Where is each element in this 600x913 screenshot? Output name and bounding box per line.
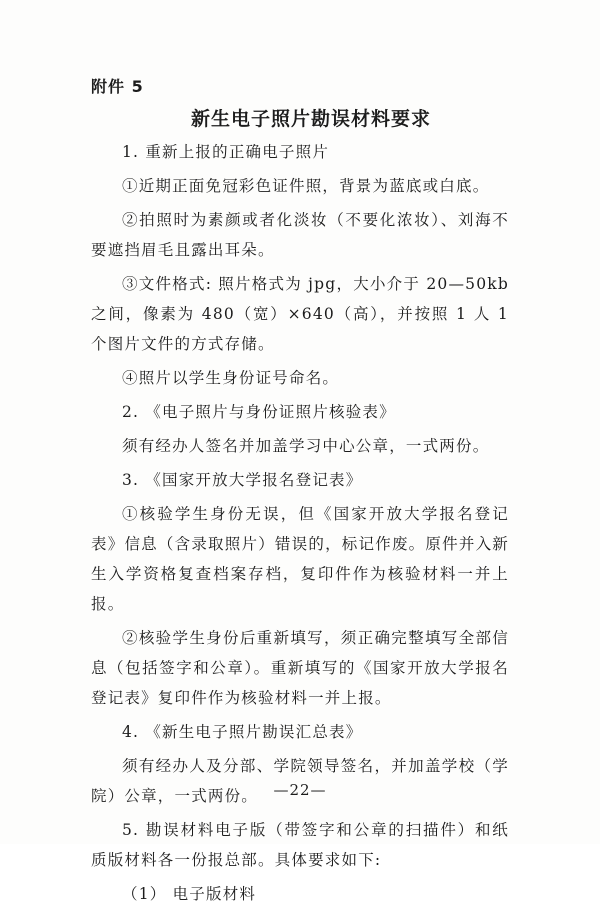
paragraph: 须有经办人签名并加盖学习中心公章，一式两份。 — [122, 437, 490, 455]
paragraph: 须有经办人及分部、学院领导签名，并加盖学校（学院）公章，一式两份。 — [91, 757, 509, 805]
paragraph: ②拍照时为素颜或者化淡妆（不要化浓妆）、刘海不要遮挡眉毛且露出耳朵。 — [91, 211, 509, 259]
paragraph: ②核验学生身份后重新填写，须正确完整填写全部信息（包括签字和公章）。重新填写的《国家开放大学报名登记表》复印件作为核验材料一并上报。 — [91, 629, 509, 707]
section-5-heading: 5. 勘误材料电子版（带签字和公章的扫描件）和纸质版材料各一份报总部。具体要求如下: — [91, 821, 509, 869]
page-number: —22— — [273, 781, 327, 799]
attachment-label: 附件 5 — [91, 77, 144, 96]
section-4-heading: 4. 《新生电子照片勘误汇总表》 — [122, 723, 363, 741]
subsection-heading: （1） 电子版材料 — [122, 885, 257, 903]
section-1-heading: 1. 重新上报的正确电子照片 — [122, 143, 330, 161]
paragraph: ④照片以学生身份证号命名。 — [122, 369, 340, 387]
paragraph: ③文件格式: 照片格式为 jpg，大小介于 20—50kb 之间，像素为 480（宽）×640（高），并按照 1 人 1 个图片文件的方式存储。 — [91, 275, 509, 353]
section-3-heading: 3. 《国家开放大学报名登记表》 — [122, 471, 363, 489]
section-2-heading: 2. 《电子照片与身份证照片核验表》 — [122, 403, 396, 421]
document-title: 新生电子照片勘误材料要求 — [190, 108, 431, 130]
paragraph: ①近期正面免冠彩色证件照，背景为蓝底或白底。 — [122, 177, 490, 195]
paragraph: ①核验学生身份无误，但《国家开放大学报名登记表》信息（含录取照片）错误的，标记作废。原件并入新生入学资格复查档案存档，复印件作为核验材料一并上报。 — [91, 505, 509, 613]
